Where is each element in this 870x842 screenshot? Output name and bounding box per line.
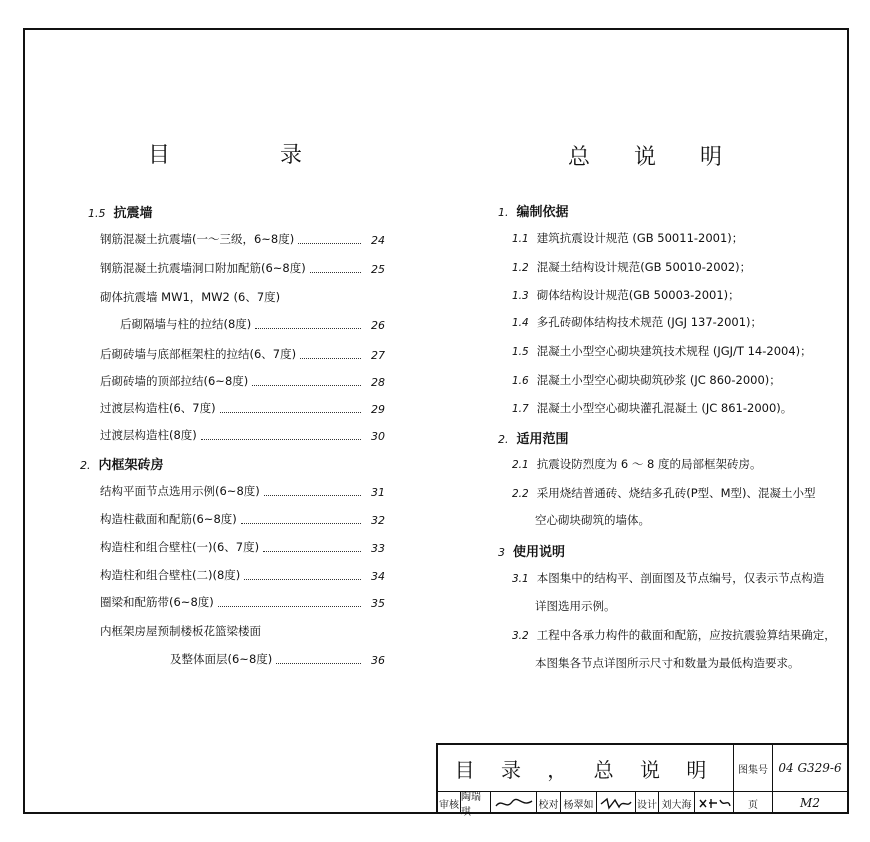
toc-leader bbox=[255, 328, 361, 329]
toc-section-2 bbox=[80, 454, 164, 473]
notes-item-text: 砌体结构设计规范(GB 50003-2001)； bbox=[536, 288, 740, 302]
toc-section-title: 抗震墙 bbox=[113, 206, 153, 221]
notes-item-num: 3.1 bbox=[512, 573, 529, 585]
toc-row-page: 36 bbox=[371, 654, 385, 667]
toc-row-label: 钢筋混凝土抗震墙(一～三级，6~8度) bbox=[100, 232, 295, 246]
notes-item bbox=[512, 485, 816, 501]
notes-item-text: 采用烧结普通砖、烧结多孔砖(P型、M型)、混凝土小型 bbox=[536, 486, 816, 500]
toc-row bbox=[100, 260, 385, 276]
toc-row-page: 30 bbox=[371, 430, 385, 443]
notes-item bbox=[512, 314, 762, 330]
signature-scribble bbox=[494, 796, 534, 810]
notes-section-title: 编制依据 bbox=[516, 205, 569, 220]
notes-section-num: 1. bbox=[498, 206, 509, 219]
signature-scribble bbox=[697, 796, 731, 810]
notes-item-num: 3.2 bbox=[512, 630, 529, 642]
toc-row-label: 圈梁和配筋带(6~8度) bbox=[100, 595, 214, 609]
toc-row-label: 及整体面层(6~8度) bbox=[170, 652, 273, 666]
check-label: 校对 bbox=[538, 799, 559, 811]
toc-leader bbox=[218, 606, 361, 607]
toc-leader bbox=[201, 439, 361, 440]
notes-item-text: 建筑抗震设计规范 (GB 50011-2001)； bbox=[536, 231, 744, 245]
notes-item bbox=[512, 259, 751, 275]
toc-leader bbox=[252, 385, 361, 386]
notes-section-num: 3 bbox=[498, 546, 505, 559]
drawing-frame bbox=[23, 28, 849, 818]
notes-item-num: 1.6 bbox=[512, 375, 529, 387]
toc-leader bbox=[241, 523, 361, 524]
toc-row-label: 过渡层构造柱(8度) bbox=[100, 428, 197, 442]
toc-leader bbox=[264, 495, 361, 496]
toc-section-num: 2. bbox=[80, 459, 91, 472]
notes-item-num: 1.3 bbox=[512, 290, 529, 302]
toc-row-page: 32 bbox=[371, 514, 385, 527]
toc-row-label: 内框架房屋预制楼板花篮梁楼面 bbox=[100, 624, 261, 638]
toc-row-label: 结构平面节点选用示例(6~8度) bbox=[100, 484, 260, 498]
toc-row bbox=[100, 567, 385, 583]
notes-item bbox=[512, 372, 781, 388]
notes-item-num: 2.1 bbox=[512, 459, 529, 471]
toc-row-label: 过渡层构造柱(6、7度) bbox=[100, 401, 216, 415]
notes-item-num: 1.4 bbox=[512, 317, 529, 329]
toc-row bbox=[100, 539, 385, 555]
toc-row-label: 后砌砖墙与底部框架柱的拉结(6、7度) bbox=[100, 347, 297, 361]
notes-item-num: 1.5 bbox=[512, 346, 529, 358]
notes-item-continued: 详图选用示例。 bbox=[535, 599, 616, 613]
notes-item-num: 2.2 bbox=[512, 488, 529, 500]
toc-leader bbox=[263, 551, 361, 552]
notes-title: 总 说 明 bbox=[568, 145, 723, 170]
toc-leader bbox=[220, 412, 361, 413]
toc-row-page: 29 bbox=[371, 403, 385, 416]
notes-item-continued: 空心砌块砌筑的墙体。 bbox=[535, 513, 650, 527]
toc-leader bbox=[276, 663, 361, 664]
page-no: M2 bbox=[800, 796, 820, 810]
toc-row-label: 后砌砖墙的顶部拉结(6~8度) bbox=[100, 374, 249, 388]
design-signature bbox=[695, 792, 733, 814]
notes-item bbox=[512, 343, 812, 359]
notes-item bbox=[512, 287, 740, 303]
toc-row-label: 钢筋混凝土抗震墙洞口附加配筋(6~8度) bbox=[100, 261, 306, 275]
toc-row bbox=[100, 483, 385, 499]
page-label: 页 bbox=[748, 799, 758, 811]
notes-item-text: 混凝土小型空心砌块建筑技术规程 (JGJ/T 14-2004)； bbox=[536, 344, 812, 358]
toc-row bbox=[100, 594, 385, 610]
toc-row-label: 构造柱截面和配筋(6~8度) bbox=[100, 512, 237, 526]
toc-row-label: 后砌隔墙与柱的拉结(8度) bbox=[120, 317, 252, 331]
notes-item bbox=[512, 570, 824, 586]
toc-row-page: 27 bbox=[371, 349, 385, 362]
notes-section-1 bbox=[498, 201, 569, 220]
toc-section-1-5 bbox=[88, 202, 153, 221]
notes-item-text: 工程中各承力构件的截面和配筋，应按抗震验算结果确定， bbox=[536, 628, 836, 642]
toc-leader bbox=[298, 243, 361, 244]
toc-row-label: 构造柱和组合壁柱(二)(8度) bbox=[100, 568, 241, 582]
toc-leader bbox=[310, 272, 361, 273]
toc-row-page: 24 bbox=[371, 234, 385, 247]
notes-item bbox=[512, 400, 792, 416]
review-label: 审核 bbox=[439, 799, 459, 811]
notes-section-num: 2. bbox=[498, 433, 509, 446]
toc-row-page: 31 bbox=[371, 486, 385, 499]
toc-row bbox=[100, 400, 385, 416]
toc-row bbox=[120, 316, 385, 332]
toc-section-num: 1.5 bbox=[88, 207, 106, 220]
notes-item bbox=[512, 230, 743, 246]
toc-row bbox=[100, 231, 385, 247]
review-signature bbox=[491, 792, 536, 814]
toc-title: 目 录 bbox=[148, 143, 303, 168]
notes-section-2 bbox=[498, 428, 569, 447]
notes-item bbox=[512, 627, 836, 643]
toc-row bbox=[100, 373, 385, 389]
notes-item-text: 混凝土结构设计规范(GB 50010-2002)； bbox=[536, 260, 752, 274]
notes-item-text: 混凝土小型空心砌块灌孔混凝土 (JC 861-2000)。 bbox=[536, 401, 793, 415]
notes-item-num: 1.2 bbox=[512, 262, 529, 274]
notes-item-text: 抗震设防烈度为 6 ～ 8 度的局部框架砖房。 bbox=[536, 457, 762, 471]
notes-item bbox=[512, 456, 761, 472]
notes-item-text: 混凝土小型空心砌块砌筑砂浆 (JC 860-2000)； bbox=[536, 373, 781, 387]
toc-row-label: 构造柱和组合壁柱(一)(6、7度) bbox=[100, 540, 260, 554]
toc-row-page: 35 bbox=[371, 597, 385, 610]
title-block bbox=[436, 743, 847, 818]
toc-row bbox=[100, 427, 385, 443]
signature-scribble bbox=[599, 796, 633, 810]
atlas-no-label: 图集号 bbox=[738, 764, 768, 776]
notes-section-title: 适用范围 bbox=[516, 432, 569, 447]
notes-section-3 bbox=[498, 541, 565, 560]
notes-item-text: 多孔砖砌体结构技术规范 (JGJ 137-2001)； bbox=[536, 315, 763, 329]
atlas-no: 04 G329-6 bbox=[778, 761, 842, 775]
notes-item-continued: 本图集各节点详图所示尺寸和数量为最低构造要求。 bbox=[535, 656, 800, 670]
notes-item-text: 本图集中的结构平、剖面图及节点编号，仅表示节点构造 bbox=[536, 571, 825, 585]
check-name: 杨翠如 bbox=[563, 799, 594, 811]
toc-row bbox=[100, 346, 385, 362]
design-name: 刘大海 bbox=[661, 799, 692, 811]
toc-leader bbox=[300, 358, 361, 359]
toc-leader bbox=[244, 579, 361, 580]
toc-row bbox=[100, 511, 385, 527]
toc-row-page: 28 bbox=[371, 376, 385, 389]
toc-section-title: 内框架砖房 bbox=[98, 458, 164, 473]
toc-row-label: 砌体抗震墙 MW1，MW2 (6、7度) bbox=[100, 290, 281, 304]
toc-row-page: 34 bbox=[371, 570, 385, 583]
toc-row-page: 26 bbox=[371, 319, 385, 332]
review-name: 陶瑞琪 bbox=[461, 792, 481, 818]
toc-row bbox=[170, 651, 385, 667]
check-signature bbox=[597, 792, 635, 814]
title-block-title: 目 录 ， 总 说 明 bbox=[454, 757, 717, 782]
notes-section-title: 使用说明 bbox=[513, 545, 566, 560]
toc-row-page: 33 bbox=[371, 542, 385, 555]
notes-item-num: 1.1 bbox=[512, 233, 529, 245]
toc-row-page: 25 bbox=[371, 263, 385, 276]
notes-item-num: 1.7 bbox=[512, 403, 529, 415]
design-label: 设计 bbox=[637, 799, 657, 811]
